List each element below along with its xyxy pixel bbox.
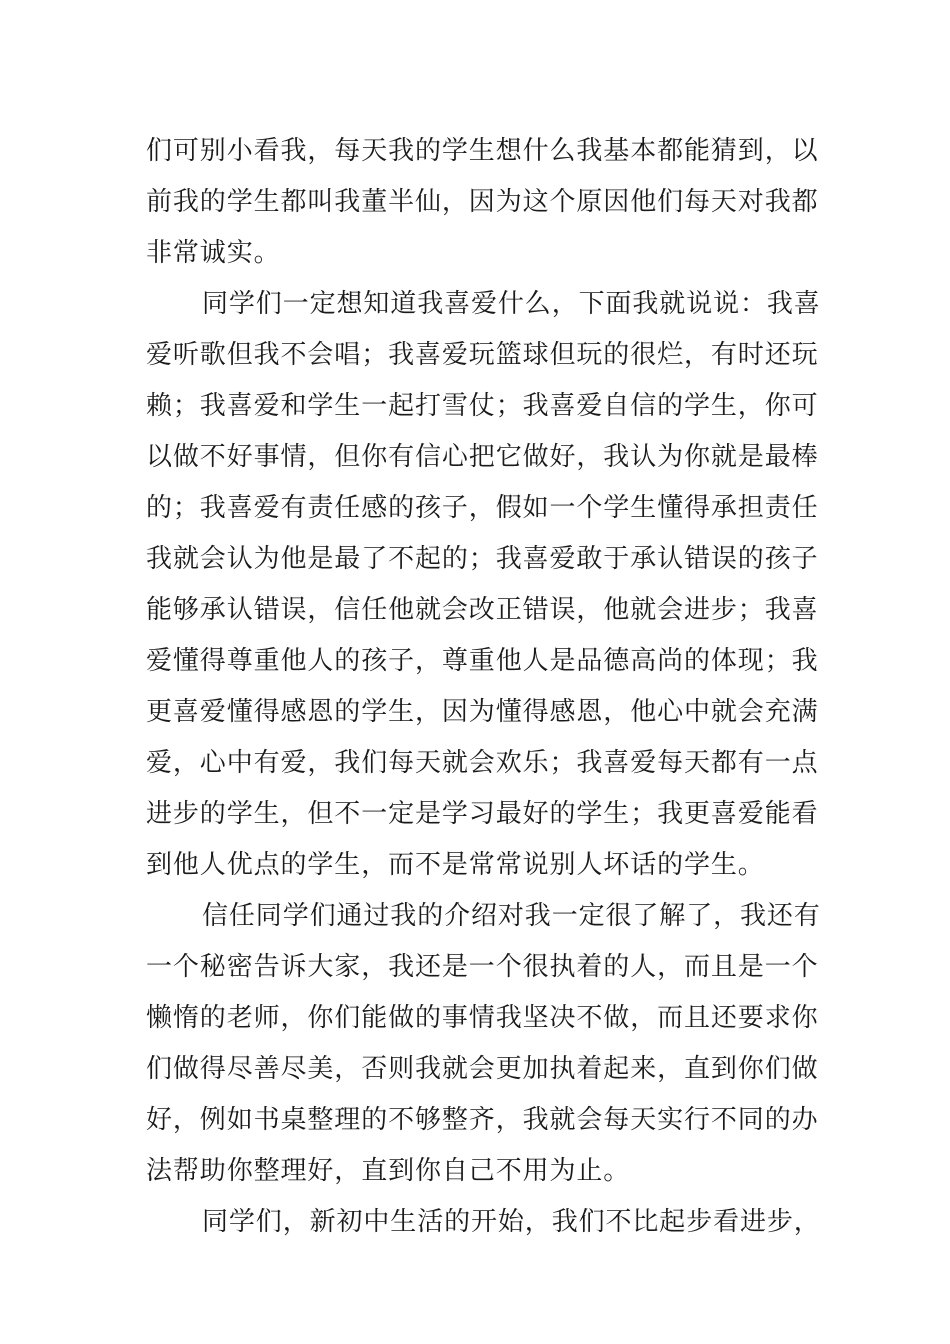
- text-line: 同学们一定想知道我喜爱什么，下面我就说说：我喜: [202, 289, 821, 319]
- text-line: 非常诚实。: [146, 238, 281, 268]
- text-line: 们可别小看我，每天我的学生想什么我基本都能猜到，以: [146, 136, 819, 166]
- paragraph-4: [146, 1197, 821, 1248]
- text-line: 爱懂得尊重他人的孩子，尊重他人是品德高尚的体现；我: [146, 646, 819, 676]
- text-line: 好，例如书桌整理的不够整齐，我就会每天实行不同的办: [146, 1105, 819, 1135]
- text-line: 懒惰的老师，你们能做的事情我坚决不做，而且还要求你: [146, 1003, 819, 1033]
- paragraph-2: [146, 279, 821, 891]
- text-line: 们做得尽善尽美，否则我就会更加执着起来，直到你们做: [146, 1054, 819, 1084]
- text-line: 赖；我喜爱和学生一起打雪仗；我喜爱自信的学生，你可: [146, 391, 819, 421]
- text-line: 进步的学生，但不一定是学习最好的学生；我更喜爱能看: [146, 799, 819, 829]
- text-line: 更喜爱懂得感恩的学生，因为懂得感恩，他心中就会充满: [146, 697, 819, 727]
- text-line: 信任同学们通过我的介绍对我一定很了解了，我还有: [202, 901, 821, 931]
- paragraph-1: [146, 126, 819, 279]
- text-line: 到他人优点的学生，而不是常常说别人坏话的学生。: [146, 850, 765, 880]
- text-line: 一个秘密告诉大家，我还是一个很执着的人，而且是一个: [146, 952, 819, 982]
- text-line: 我就会认为他是最了不起的；我喜爱敢于承认错误的孩子: [146, 544, 819, 574]
- text-line: 前我的学生都叫我董半仙，因为这个原因他们每天对我都: [146, 187, 819, 217]
- text-line: 能够承认错误，信任他就会改正错误，他就会进步；我喜: [146, 595, 819, 625]
- document-body: [146, 126, 821, 1248]
- paragraph-3: [146, 891, 821, 1197]
- text-line: 法帮助你整理好，直到你自己不用为止。: [146, 1156, 631, 1186]
- text-line: 爱听歌但我不会唱；我喜爱玩篮球但玩的很烂，有时还玩: [146, 340, 819, 370]
- text-line: 以做不好事情，但你有信心把它做好，我认为你就是最棒: [146, 442, 819, 472]
- text-line: 同学们，新初中生活的开始，我们不比起步看进步，: [202, 1207, 821, 1237]
- text-line: 的；我喜爱有责任感的孩子，假如一个学生懂得承担责任: [146, 493, 819, 523]
- text-line: 爱，心中有爱，我们每天就会欢乐；我喜爱每天都有一点: [146, 748, 819, 778]
